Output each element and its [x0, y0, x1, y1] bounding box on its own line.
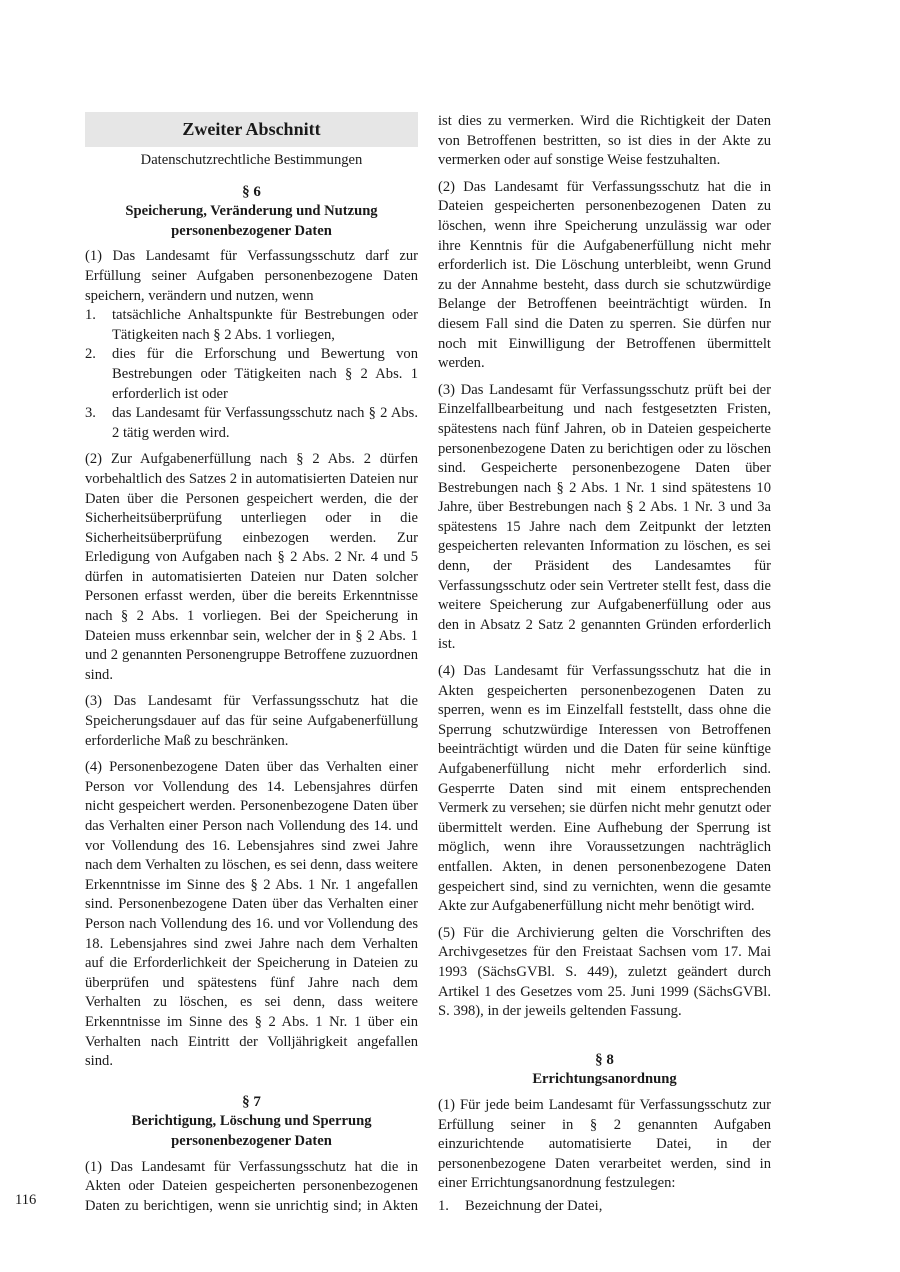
list-item: [85, 306, 418, 345]
paragraph-7-abs1-start: (1) Das Landesamt für Verfassungsschutz hat die in Akten oder Dateien gespeicherten personenbezogenen Daten zu berichtigen, wenn sie unrichtig sind; in Akten: [85, 1158, 418, 1214]
spacer: [85, 1079, 418, 1093]
paragraph-7-abs4: (4) Das Landesamt für Verfassungsschutz hat die in Akten gespeicherten personenbezogenen Daten zu sperren, wenn es im Einzelfall feststellt, dass ohne die Sperrung schutzwürdige Interessen von Betroffenen beeinträchtigt würden und die Daten für seine künftige Aufgabenerfüllung nicht mehr erforderlich sind. Gesperrte Daten sind mit einem entsprechenden Vermerk zu versehen; sie dürfen nicht mehr genutzt oder übermittelt werden. Eine Aufhebung der Sperrung ist möglich, wenn ihre Voraussetzungen nachträglich entfallen. Akten, in denen personenbezogene Daten gespeichert sind, sind zu vernichten, wenn die gesamte Akte zur Aufgabenerfüllung nicht mehr benötigt wird.: [438, 663, 771, 915]
paragraph-6-title-line1: Speicherung, Veränderung und Nutzung: [125, 203, 378, 220]
paragraph-6-abs1-list: [85, 306, 418, 443]
paragraph-7-abs5: (5) Für die Archivierung gelten die Vorschriften des Archivgesetzes für den Freistaat Sachsen vom 17. Mai 1993 (SächsGVBl. S. 449), zuletzt geändert durch Artikel 1 des Gesetzes vom 25. Juni 1999 (SächsGVBl. S. 398), in der jeweils geltenden Fassung.: [438, 924, 771, 1020]
left-column: [85, 112, 418, 1223]
section-header: [85, 112, 418, 147]
list-item-number: 1.: [85, 307, 96, 324]
section-subtitle: Datenschutzrechtliche Bestimmungen: [140, 152, 363, 168]
list-item: [85, 404, 418, 443]
paragraph-6-number: § 6: [242, 183, 261, 200]
paragraph-6-abs2: (2) Zur Aufgabenerfüllung nach § 2 Abs. 2 dürfen vorbehaltlich des Satzes 2 in automatisierten Dateien nur Daten über die Personen gespeichert werden, die der Sicherheitsüberprüfung unterliegen oder in die Sicherheitsüberprüfung einbezogen werden. Zur Erledigung von Aufgaben nach § 2 Abs. 2 Nr. 4 und 5 dürfen in automatisierten Dateien nur Daten solcher Personen erfasst werden, über die bereits Erkenntnisse nach § 2 Abs. 1 vorliegen. Bei der Speicherung in Dateien muss erkennbar sein, welcher der in § 2 Abs. 1 und 2 genannten Personengruppe Betroffene zuzuordnen sind.: [85, 451, 418, 683]
paragraph-7-title-line1: Berichtigung, Löschung und Sperrung: [131, 1113, 372, 1130]
list-item-number: 1.: [438, 1197, 449, 1214]
list-item-text: dies für die Erforschung und Bewertung von Bestrebungen oder Tätigkeiten nach § 2 Abs. 1 erforderlich ist oder: [112, 346, 418, 402]
paragraph-8-abs1-intro: (1) Für jede beim Landesamt für Verfassungsschutz zur Erfüllung seiner in § 2 genannten Aufgaben einzurichtende automatisierte Datei, in der personenbezogene Daten verarbeitet werden, sind in einer Errichtungsanordnung festzulegen:: [438, 1096, 771, 1192]
paragraph-7-number: § 7: [242, 1093, 261, 1110]
list-item-number: 3.: [85, 405, 96, 422]
paragraph-6-abs4: (4) Personenbezogene Daten über das Verhalten einer Person vor Vollendung des 14. Lebensjahres dürfen nicht gespeichert werden. Personenbezogene Daten über das Verhalten einer Person nach Vollendung des 14. und vor Vollendung des 16. Lebensjahres sind zwei Jahre nach dem Verhalten zu löschen, es sei denn, dass weitere Erkenntnisse im Sinne des § 2 Abs. 1 Nr. 1 angefallen sind. Personenbezogene Daten über das Verhalten einer Person nach Vollendung des 16. und vor Vollendung des 18. Lebensjahres sind zwei Jahre nach dem Verhalten auf die Erforderlichkeit der Speicherung in Dateien zu überprüfen und spätestens fünf Jahre nach dem Verhalten zu löschen, es sei denn, dass weitere Erkenntnisse im Sinne des § 2 Abs. 1 Nr. 1 über ein Verhalten nach Eintritt der Volljährigkeit angefallen sind.: [85, 759, 418, 1070]
paragraph-8-abs1-list: [438, 1197, 771, 1217]
list-item: [85, 345, 418, 404]
paragraph-6-abs1-intro: (1) Das Landesamt für Verfassungsschutz darf zur Erfüllung seiner Aufgaben personenbezogene Daten speichern, verändern und nutzen, wenn: [85, 248, 418, 304]
paragraph-7-abs1-end: ist dies zu vermerken. Wird die Richtigkeit der Daten von Betroffenen bestritten, so ist dies in der Akte zu vermerken oder auf sonstige Weise festzuhalten.: [438, 113, 771, 169]
list-item-text: Bezeichnung der Datei,: [465, 1197, 603, 1214]
paragraph-7-abs2: (2) Das Landesamt für Verfassungsschutz hat die in Dateien gespeicherten personenbezogenen Daten zu löschen, wenn ihre Speicherung unzulässig war oder ihre Kenntnis für die Aufgabenerfüllung nicht mehr erforderlich ist. Die Löschung unterbleibt, wenn Grund zu der Annahme besteht, dass durch sie schutzwürdige Belange der Betroffenen beeinträchtigt würden. In diesem Fall sind die Daten zu sperren. Sie dürfen nur noch mit Einwilligung der Betroffenen übermittelt werden.: [438, 178, 771, 372]
paragraph-7-title: [85, 1112, 418, 1151]
paragraph-7-abs3: (3) Das Landesamt für Verfassungsschutz prüft bei der Einzelfallbearbeitung und nach festgesetzten Fristen, spätestens nach fünf Jahren, ob in Dateien gespeicherte personenbezogene Daten zu berichtigen oder zu löschen sind. Gespeicherte personenbezogene Daten über Bestrebungen nach § 2 Abs. 1 Nr. 1 sind spätestens 10 Jahre, über Bestrebungen nach § 2 Abs. 1 Nr. 3 und 3a spätestens 15 Jahre nach dem Zeitpunkt der letzten gespeicherten relevanten Information zu löschen, es sei denn, der Präsident des Landesamtes für Verfassungsschutz oder sein Vertreter stellt fest, dass die weitere Speicherung zur Aufgabenerfüllung oder aus den in Absatz 2 Satz 2 genannten Gründen erforderlich ist.: [438, 381, 771, 653]
paragraph-6-title-line2: personenbezogener Daten: [171, 222, 332, 239]
paragraph-8-number: § 8: [595, 1051, 614, 1068]
paragraph-6-abs3: (3) Das Landesamt für Verfassungsschutz hat die Speicherungsdauer auf das für seine Aufgabenerfüllung erforderliche Maß zu beschränken.: [85, 693, 418, 749]
section-header-text: Zweiter Abschnitt: [182, 118, 321, 139]
list-item: [438, 1197, 771, 1217]
list-item-text: das Landesamt für Verfassungsschutz nach § 2 Abs. 2 tätig werden wird.: [112, 405, 418, 441]
page-number: 116: [15, 1192, 37, 1208]
list-item-number: 2.: [85, 346, 96, 363]
list-item-text: tatsächliche Anhaltspunkte für Bestrebungen oder Tätigkeiten nach § 2 Abs. 1 vorliegen,: [112, 307, 418, 343]
paragraph-6-title: [85, 202, 418, 241]
right-column: [438, 112, 771, 1223]
paragraph-7-title-line2: personenbezogener Daten: [171, 1132, 332, 1149]
paragraph-8-title: Errichtungsanordnung: [532, 1071, 677, 1088]
spacer: [438, 1029, 771, 1051]
